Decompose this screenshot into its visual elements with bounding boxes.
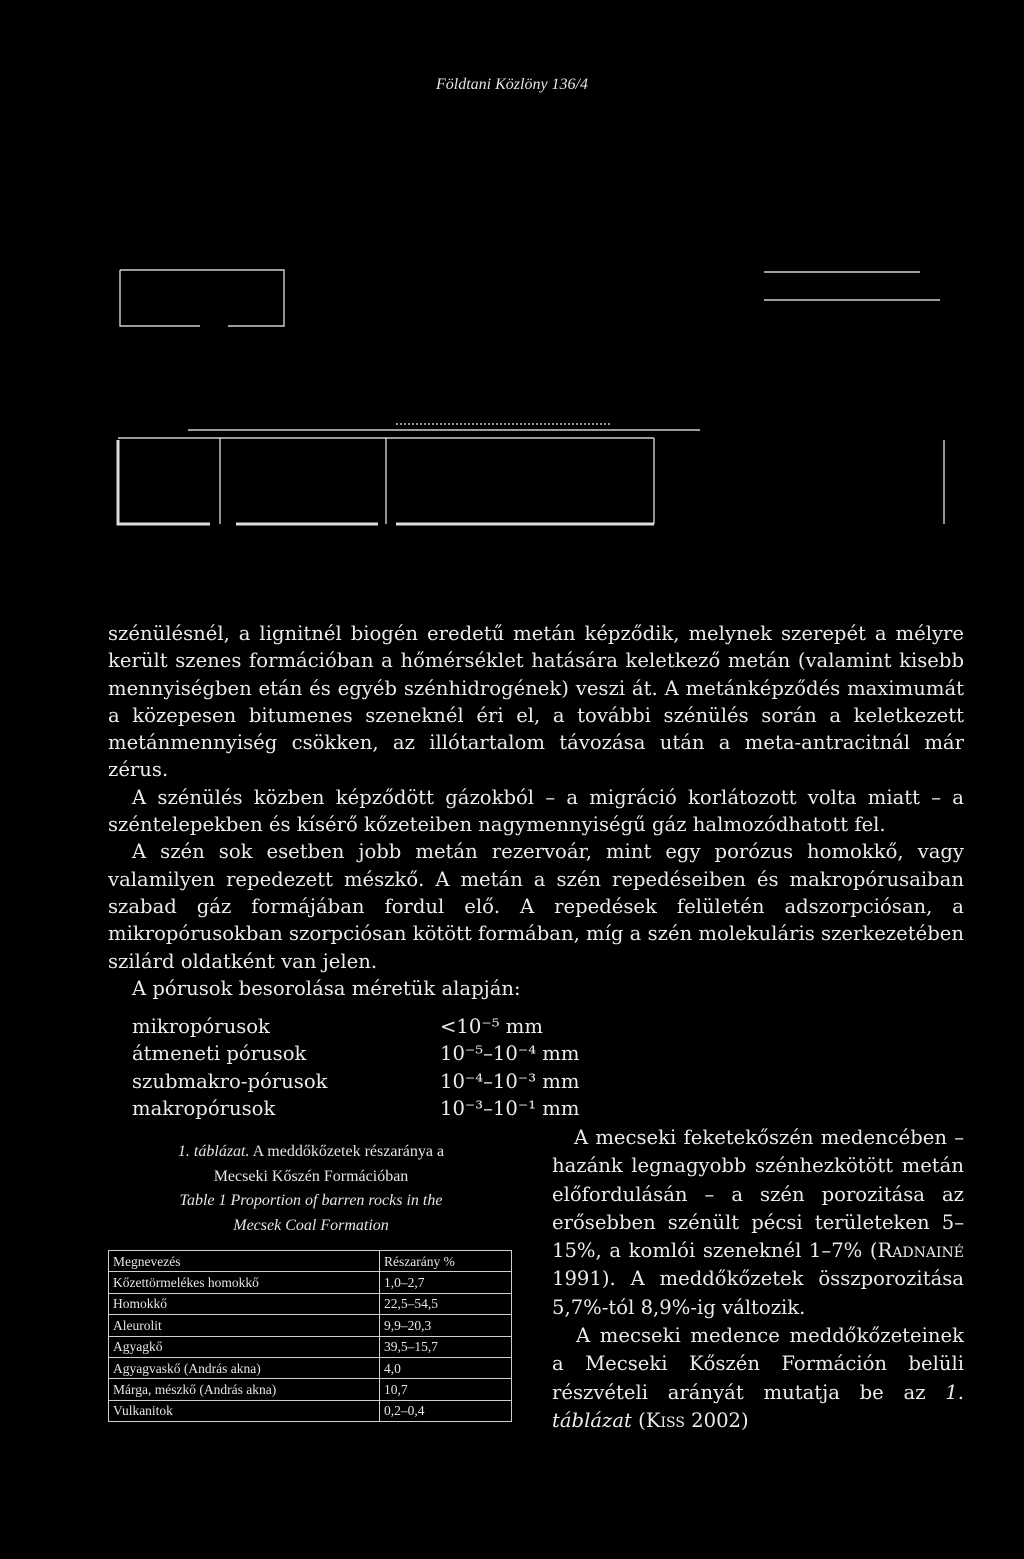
paragraph-4: A pórusok besorolása méretük alapján:: [132, 976, 521, 1000]
caption-hu-line1: A meddőkőzetek részaránya a: [252, 1143, 445, 1160]
pore-row: [132, 1068, 579, 1095]
table-row: [109, 1272, 512, 1293]
table-reference: 1. táblázat: [552, 1380, 964, 1432]
pore-range: 10⁻³–10⁻¹ mm: [440, 1096, 580, 1120]
header-cell: Részarány %: [380, 1251, 512, 1272]
table-row: [109, 1379, 512, 1400]
table-cell: 0,2–0,4: [380, 1400, 512, 1421]
table-cell: Agyagkő: [109, 1336, 380, 1357]
table-row: [109, 1293, 512, 1314]
table-cell: 9,9–20,3: [380, 1315, 512, 1336]
table-cell: 22,5–54,5: [380, 1293, 512, 1314]
right-paragraph-1: [552, 1124, 964, 1322]
caption-hu-line2: Mecseki Kőszén Formációban: [213, 1167, 409, 1185]
table-cell: 1,0–2,7: [380, 1272, 512, 1293]
caption-en-line1: Table 1 Proportion of barren rocks in the: [179, 1192, 443, 1209]
table-row: [109, 1357, 512, 1378]
table-cell: Márga, mészkő (András akna): [109, 1379, 380, 1400]
pore-name: makropórusok: [132, 1096, 276, 1120]
right-text: 1991). A meddőkőzetek összporozitása 5,7%-tól 8,9%-ig változik.: [552, 1267, 964, 1319]
pore-name: mikropórusok: [132, 1015, 270, 1038]
body-text: [108, 620, 964, 1002]
table-header-row: [109, 1251, 512, 1272]
pore-row: [132, 1040, 579, 1067]
table-row: [109, 1315, 512, 1336]
table-caption: [108, 1140, 514, 1238]
right-paragraph-2: [552, 1322, 964, 1435]
pore-name: átmeneti pórusok: [132, 1042, 307, 1066]
right-text: A mecseki medence meddőkőzeteinek a Mecseki Kőszén Formáción belüli részvételi arányát mutatja be az: [552, 1324, 964, 1404]
header-cell: Megnevezés: [109, 1251, 380, 1272]
paragraph-1: szénülésnél, a lignitnél biogén eredetű metán képződik, melynek szerepét a mélyre került szenes formációban a hőmérséklet hatására keletkező metán (valamint kisebb mennyiségben etán és egyéb szénhidrogének) veszi át. A metánképződés maximumát a közepesen bitumenes szeneknél éri el, a további szénülés során a keletkezett metánmennyiség csökken, az illótartalom távozása után a meta-antracitnál már zérus.: [108, 622, 964, 782]
figure-remnant: [0, 0, 1024, 560]
pore-range: 10⁻⁵–10⁻⁴ mm: [440, 1042, 580, 1066]
table-cell: 10,7: [380, 1379, 512, 1400]
pore-name: szubmakro-pórusok: [132, 1069, 328, 1093]
pore-classification-list: [132, 1013, 579, 1122]
table-label: 1. táblázat.: [177, 1143, 250, 1160]
right-text: 2002): [684, 1408, 749, 1432]
pore-row: [132, 1095, 579, 1122]
table-cell: 39,5–15,7: [380, 1336, 512, 1357]
table-cell: 4,0: [380, 1357, 512, 1378]
right-column-text: [552, 1124, 964, 1435]
table-cell: Agyagvaskő (András akna): [109, 1357, 380, 1378]
table-row: [109, 1336, 512, 1357]
citation-kiss: Kiss: [645, 1408, 685, 1432]
paragraph-2: A szénülés közben képződött gázokból – a migráció korlátozott volta miatt – a széntelepekben és kísérő kőzeteiben nagymennyiségű gáz halmozódhatott fel.: [108, 785, 964, 837]
table-cell: Aleurolit: [109, 1315, 380, 1336]
pore-row: [132, 1013, 579, 1040]
pore-range: 10⁻⁴–10⁻³ mm: [440, 1069, 580, 1093]
table-cell: Kőzettörmelékes homokkő: [109, 1272, 380, 1293]
journal-header: Földtani Közlöny 136/4: [436, 76, 588, 93]
citation-radnaine: Radnainé: [877, 1239, 964, 1263]
table-cell: Vulkanitok: [109, 1400, 380, 1421]
right-text: (: [631, 1408, 646, 1432]
caption-en-line2: Mecsek Coal Formation: [233, 1216, 389, 1234]
paragraph-3: A szén sok esetben jobb metán rezervoár, mint egy porózus homokkő, vagy valamilyen repedezett mészkő. A metán a szén repedéseiben és makropórusaiban szabad gáz formájában fordul elő. A repedések felületén adszorpciósan, a mikropórusokban szorpciósan kötött formában, míg a szén molekuláris szerkezetében szilárd oldatként van jelen.: [108, 840, 964, 973]
table-cell: Homokkő: [109, 1293, 380, 1314]
barren-rocks-table: [108, 1250, 512, 1422]
table-row: [109, 1400, 512, 1421]
right-text: A mecseki feketekőszén medencében – hazánk legnagyobb szénhezkötött metán előfordulásán – a szén porozitása az erősebben szénült pécsi területeken 5–15%, a komlói szeneknél 1–7% (: [552, 1126, 964, 1263]
pore-range: <10⁻⁵ mm: [440, 1015, 543, 1038]
